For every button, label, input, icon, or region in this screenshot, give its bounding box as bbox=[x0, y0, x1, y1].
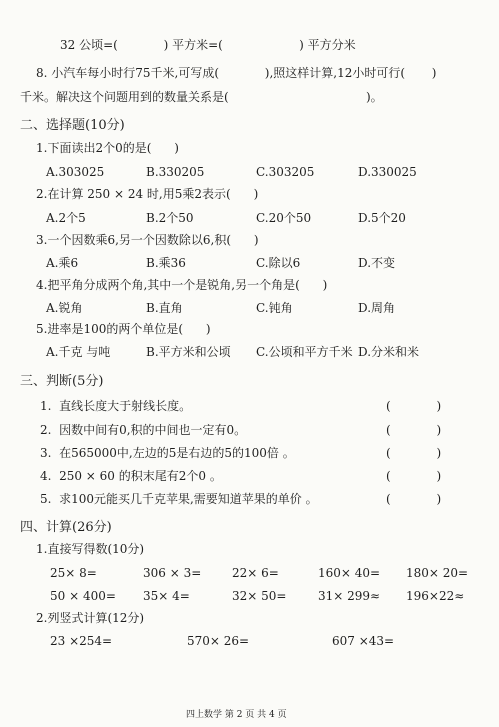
judge-item-2: 2. 因数中间有0,积的中间也一定有0。 bbox=[40, 423, 247, 437]
choice-q3-option-d: D.不变 bbox=[358, 256, 396, 270]
choice-q5-option-c: C.公顷和平方千米 bbox=[256, 345, 353, 359]
calc-mental-9: 31× 299≈ bbox=[318, 589, 381, 603]
calc-mental-10: 196×22≈ bbox=[406, 589, 465, 603]
calc-vertical-1: 23 ×254= bbox=[50, 634, 113, 648]
calc-mental-6: 50 × 400= bbox=[50, 589, 116, 603]
judge-answer-paren-5: ( ) bbox=[386, 492, 442, 506]
choice-q2-stem: 2.在计算 250 × 24 时,用5乘2表示( ) bbox=[36, 187, 259, 201]
choice-q4-option-c: C.钝角 bbox=[256, 301, 293, 315]
judge-item-3: 3. 在565000中,左边的5是右边的5的100倍 。 bbox=[40, 446, 295, 460]
page-footer: 四上数学 第 2 页 共 4 页 bbox=[186, 710, 287, 720]
calc-subheader-mental: 1.直接写得数(10分) bbox=[36, 542, 145, 556]
choice-q4-option-b: B.直角 bbox=[146, 301, 183, 315]
calc-vertical-2: 570× 26= bbox=[187, 634, 250, 648]
choice-q5-option-d: D.分米和米 bbox=[358, 345, 420, 359]
choice-q3-option-a: A.乘6 bbox=[46, 256, 79, 270]
calc-mental-8: 32× 50= bbox=[232, 589, 287, 603]
choice-q2-option-a: A.2个5 bbox=[46, 211, 86, 225]
calc-mental-1: 25× 8= bbox=[50, 566, 97, 580]
choice-q1-option-a: A.303025 bbox=[46, 165, 105, 179]
choice-section-header: 二、选择题(10分) bbox=[20, 118, 125, 133]
judge-answer-paren-4: ( ) bbox=[386, 469, 442, 483]
judge-answer-paren-3: ( ) bbox=[386, 446, 442, 460]
calc-subheader-vertical: 2.列竖式计算(12分) bbox=[36, 611, 145, 625]
choice-q3-stem: 3.一个因数乘6,另一个因数除以6,积( ) bbox=[36, 233, 259, 247]
judge-section-header: 三、判断(5分) bbox=[20, 374, 104, 389]
choice-q5-option-b: B.平方米和公顷 bbox=[146, 345, 231, 359]
fill-q8-line1: 8. 小汽车每小时行75千米,可写成( ),照这样计算,12小时可行( ) bbox=[36, 66, 437, 80]
judge-answer-paren-2: ( ) bbox=[386, 423, 442, 437]
choice-q4-stem: 4.把平角分成两个角,其中一个是锐角,另一个角是( ) bbox=[36, 278, 328, 292]
calc-mental-5: 180× 20= bbox=[406, 566, 469, 580]
choice-q3-option-c: C.除以6 bbox=[256, 256, 301, 270]
judge-item-4: 4. 250 × 60 的积末尾有2个0 。 bbox=[40, 469, 222, 483]
calc-section-header: 四、计算(26分) bbox=[20, 520, 112, 535]
choice-q2-option-c: C.20个50 bbox=[256, 211, 312, 225]
calc-mental-4: 160× 40= bbox=[318, 566, 381, 580]
choice-q2-option-d: D.5个20 bbox=[358, 211, 406, 225]
choice-q1-option-b: B.330205 bbox=[146, 165, 205, 179]
judge-item-1: 1. 直线长度大于射线长度。 bbox=[40, 399, 192, 413]
choice-q3-option-b: B.乘36 bbox=[146, 256, 186, 270]
choice-q2-option-b: B.2个50 bbox=[146, 211, 194, 225]
calc-mental-7: 35× 4= bbox=[143, 589, 190, 603]
choice-q1-option-c: C.303205 bbox=[256, 165, 315, 179]
choice-q1-option-d: D.330025 bbox=[358, 165, 417, 179]
judge-answer-paren-1: ( ) bbox=[386, 399, 442, 413]
choice-q4-option-a: A.锐角 bbox=[46, 301, 83, 315]
calc-mental-2: 306 × 3= bbox=[143, 566, 202, 580]
choice-q1-stem: 1.下面读出2个0的是( ) bbox=[36, 141, 179, 155]
calc-vertical-3: 607 ×43= bbox=[332, 634, 395, 648]
choice-q4-option-d: D.周角 bbox=[358, 301, 396, 315]
choice-q5-option-a: A.千克 与吨 bbox=[46, 345, 111, 359]
choice-q5-stem: 5.进率是100的两个单位是( ) bbox=[36, 322, 211, 336]
fill-q8-line2: 千米。解决这个问题用到的数量关系是( )。 bbox=[20, 90, 383, 104]
calc-mental-3: 22× 6= bbox=[232, 566, 279, 580]
judge-item-5: 5. 求100元能买几千克苹果,需要知道苹果的单价 。 bbox=[40, 492, 318, 506]
fill-q7: 32 公顷=( ) 平方米=( ) 平方分米 bbox=[60, 38, 356, 52]
